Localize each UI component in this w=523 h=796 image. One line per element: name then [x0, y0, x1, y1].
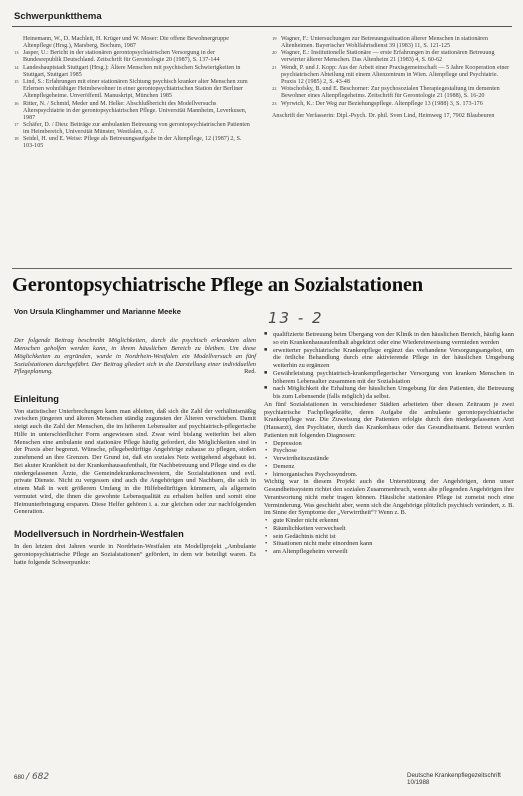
goal-item: ■ erweiterter psychiatrische Krankenpflege ergänzt das vorhandene Versorgungsangebot, um die örtliche Behandlung durch eine aktivierende Pflege in der häuslichen Umgebung weiterhin zu ergänzen [264, 347, 514, 370]
references-left-column [14, 36, 252, 151]
reference-number: 13 [14, 50, 19, 56]
article-authors: Von Ursula Klinghammer und Marianne Meeke [14, 307, 181, 316]
reference-text: Wotschofsky, B. und E. Beschorner: Zur psychosozialen Therapiegestaltung im dementen Bewohner eines Altenpflegeheims. Zeitschrift für Gerontologie 21 (1988), S. 16-20 [281, 86, 500, 100]
reference-number: 18 [14, 136, 19, 142]
reference-text: Jasper, U.: Bericht in der stationären gerontopsychiatrischen Versorgung in der Bundesrepublik Deutschland. Zeitschrift für Gerontologie 20 (1987), S. 137-144 [23, 50, 220, 64]
sozialstationen-paragraph: An fünf Sozialstationen in verschiedener Städten arbeiteten über diesen Zeitraum je zwei psychiatrische Fachpflegekräfte, deren Aufgabe die ambulante gerontopsychiatrische Krankenpflege war. Die Zuweisung der Patienten erfolgte durch den niedergelassenen Arzt (Hausarzt), den Psychiater, durch das Krankenhaus oder das Gesundheitsamt. Betreut wurden Patienten mit folgenden Diagnosen: [264, 400, 514, 439]
handwritten-page-number: / 682 [26, 772, 50, 782]
goal-item: ■ nach Möglichkeit die Erhaltung der häuslichen Umgebung für den Patienten, die Betreuung bis zum Lebensende (falls möglich) da selbst. [264, 385, 514, 401]
diagnosis-item: • Demenz [264, 463, 514, 471]
reference-text: Lind, S.: Erfahrungen mit einer stationären Sichtung psychisch kranker alter Menschen zum Erlernen wohnfähiger Heimbewohner in einer gerontopsychiatrischen Station der Berliner Altenpflegeheime. Unveröffentl. Manuskript, München 1985 [23, 79, 248, 100]
modellversuch-paragraph: In den letzten drei Jahren wurde in Nordrhein-Westfalen ein Modellprojekt „Ambulante gerontopsychiatrische Pflege an Sozialstationen“ gefördert, in dem wir beteiligt waren. Es hatte folgende Schwerpunkte: [14, 543, 256, 566]
symptom-item: • Räumlichkeiten verwechselt [264, 525, 514, 533]
heading-modellversuch: Modellversuch in Nordrhein-Westfalen [14, 529, 184, 540]
reference-text: Wendt, P. und J. Kopp: Aus der Arbeit einer Praxisgemeinschaft — 5 Jahre Kooperation einer psychiatrischen Abteilung mit einem Altenzentrum in Wien. Altenpflege und Psychiatrie. Praxis 12 (1985) 2, S. 43-48 [281, 64, 510, 85]
body-right-column [264, 331, 514, 556]
reference-item [14, 65, 252, 79]
reference-item [14, 79, 252, 100]
reference-text: Schäfer, D. / Dieu: Beiträge zur ambulanten Betreuung von gerontopsychiatrischen Patienten im Heimbereich, Universität Münster, Westfalen, o. J. [23, 122, 250, 136]
symptom-item: • sein Gedächtnis nicht ist [264, 533, 514, 541]
einleitung-paragraph: Von statistischer Unterbrechungen kann man ableiten, daß sich die Zahl der verhältnismäßig zwischen jüngeren und älteren Menschen ständig zugunsten der Älteren verschieben. Damit steigt auch die Zahl der Menschen, die im höheren Lebensalter auf psychiatrisch-pflegerische Hilfe in unterschiedlicher Form angewiesen sind. Zwar wird bislang weiterhin bei alten Menschen eine ambulante und stationäre Pflege häufig gefordert, die Möglichkeiten sind in der Praxis aber begrenzt. Wünsche, pflegebedürftige Angehörige zuhause zu pflegen, stoßen zunehmend an ihre Grenzen. Der Grund ist, daß ein soziales Netz weitgehend abgebaut ist. Bei akuter Krankheit ist der Krankenhausaufenthalt, für Nachbetreuung und Pflege sind es die niedergelassenen Ärzte, die Gemeindekrankenschwestern, die Sozialstationen und evtl. private Dienste. Nicht zu vergessen sind auch die Angehörigen und Nachbarn, die sich in einem Maß in weit größerem Umfang in die Hilfebedürftigen kümmern, als allgemein vermutet wird, die ihnen die gewohnte Lebensqualität zu erhalten helfen und somit eine Heimunterbringung ersparen. Diese Helfer gehören i. a. zur gleichen oder zur nachfolgenden Generation. [14, 407, 256, 516]
project-goals-list [264, 331, 514, 401]
top-divider [12, 26, 512, 27]
journal-name: Deutsche Krankenpflegezeitschrift 10/1988 [407, 772, 501, 786]
reference-item [14, 50, 252, 64]
article-divider [12, 268, 512, 269]
article-title: Gerontopsychiatrische Pflege an Sozialstationen [12, 274, 424, 296]
reference-text: Landeshauptstadt Stuttgart (Hrsg.): Ältere Menschen mit psychischen Schwierigkeiten in Stuttgart, Stuttgart 1985 [23, 64, 241, 78]
diagnosis-item: • Psychose [264, 447, 514, 455]
reference-item [14, 136, 252, 150]
reference-item [272, 50, 510, 64]
reference-text: Wagner, E.: Institutionelle Stationäre — erste Erfahrungen in der stationären Betreuung verwirrter älterer Menschen. Das Altenheim 21 (1983) 4, S. 60-62 [281, 50, 495, 64]
reference-text: Wyrwich, K.: Der Weg zur Beziehungspflege. Altenpflege 13 (1988) 3, S. 173-176 [281, 100, 483, 107]
references-right-list [272, 36, 510, 108]
references-right-column [272, 36, 510, 120]
goal-item: ■ qualifizierte Betreuung beim Übergang von der Klinik in den häuslichen Bereich, häufig kann so ein Krankenhausaufenthalt abgekürzt oder eine Wiedereinweisung vermieden werden [264, 331, 514, 347]
reference-text: Wagner, F.: Untersuchungen zur Betreuungssituation älterer Menschen in stationären Altenheimen. Bayerischer Wohlfahrtsdienst 39 (1983) 11, S. 121-125 [281, 36, 488, 50]
reference-number [14, 36, 23, 50]
reference-item [272, 65, 510, 86]
reference-text: Seidel, H. und E. Weise: Pflege als Betreuungsaufgabe in der Altenpflege, 12 (1987) 2, S. 103-105 [23, 136, 242, 150]
reference-number: 19 [272, 36, 277, 41]
reference-item [14, 36, 252, 50]
diagnoses-list [264, 440, 514, 479]
body-left-column [14, 331, 256, 566]
page-number: 680 [14, 774, 25, 781]
angehoerige-paragraph: Wichtig war in diesem Projekt auch die Unterstützung der Angehörigen, denn unser Gesundheitssystem richtet den sozialen Zusammenbruch, wenn alte pflegenden Angehörigen ihre Verantwortung nicht mehr tragen können. Häusliche stationäre Pflege ist zumeist noch eine Verminderung. Was geschieht aber, wenn sich die Angehörige plötzlich psychisch verändert, z. B. im Sinne der Symptome der „Verwirrtheit“? Wenn z. B. [264, 478, 514, 517]
reference-item [14, 101, 252, 122]
handwritten-note: 13 - 2 [268, 309, 324, 327]
reference-item [272, 36, 510, 50]
heading-einleitung: Einleitung [14, 393, 59, 404]
reference-number: 17 [14, 122, 19, 128]
reference-item [272, 101, 510, 108]
symptom-item: • gute Kinder nicht erkennt [264, 517, 514, 525]
section-tag: Schwerpunktthema [14, 11, 102, 22]
symptom-item: • Situationen nicht mehr einordnen kann [264, 540, 514, 548]
abstract-sign: Red. [244, 368, 256, 376]
page-footer-left [14, 772, 49, 782]
symptom-item: • am Altenpflegeheim verweilt [264, 548, 514, 556]
diagnosis-item: • Verwirrtheitszustände [264, 455, 514, 463]
reference-text: Heinemann, W., D. Machleit, H. Krüger und W. Moser: Die offene Bewohnergruppe Altenpflege (Hrsg.), Marsberg, Bochum, 1987 [23, 36, 229, 50]
reference-number: 23 [272, 100, 277, 106]
reference-item [272, 86, 510, 100]
goal-item: ■ Gewährleistung psychiatrisch-krankenpflegerischer Versorgung von kranken Menschen in höherem Lebensalter zusammen mit der Sozialstation [264, 370, 514, 386]
abstract-text: Der folgende Beitrag beschreibt Möglichkeiten, durch die psychisch erkrankten alten Menschen geholfen werden kann, in ihrem häuslichen Bereich zu bleiben. Um diese Möglichkeiten zu ergründen, wurde in Nordrhein-Westfalen ein Modellversuch an fünf Sozialstationen durchgeführt. Der Beitrag gliedert sich in die Darstellung einer individuellen Pflegeplanung. [14, 337, 256, 376]
symptoms-list [264, 517, 514, 556]
reference-number: 15 [14, 79, 19, 85]
reference-number: 14 [14, 64, 19, 70]
reference-number: 22 [272, 86, 277, 92]
reference-number: 21 [272, 64, 277, 70]
reference-number: 16 [14, 100, 19, 106]
abstract [14, 337, 256, 376]
reference-text: Ritter, N. / Schmid, Meder und M. Helke: Abschlußbericht des Modellversuchs Alterspsychiatrie in der gerontopsychiatrischen Pflege. Universität Mannheim, Leverkusen, 1987 [23, 100, 247, 121]
diagnosis-item: • hirnorganisches Psychosyndrom. [264, 471, 514, 479]
reference-item [14, 122, 252, 136]
reference-number: 20 [272, 50, 277, 56]
author-address: Anschrift der Verfasserin: Dipl.-Psych. Dr. phil. Sven Lind, Heimweg 17, 7902 Blaubeuren [272, 112, 495, 119]
diagnosis-item: • Depression [264, 440, 514, 448]
